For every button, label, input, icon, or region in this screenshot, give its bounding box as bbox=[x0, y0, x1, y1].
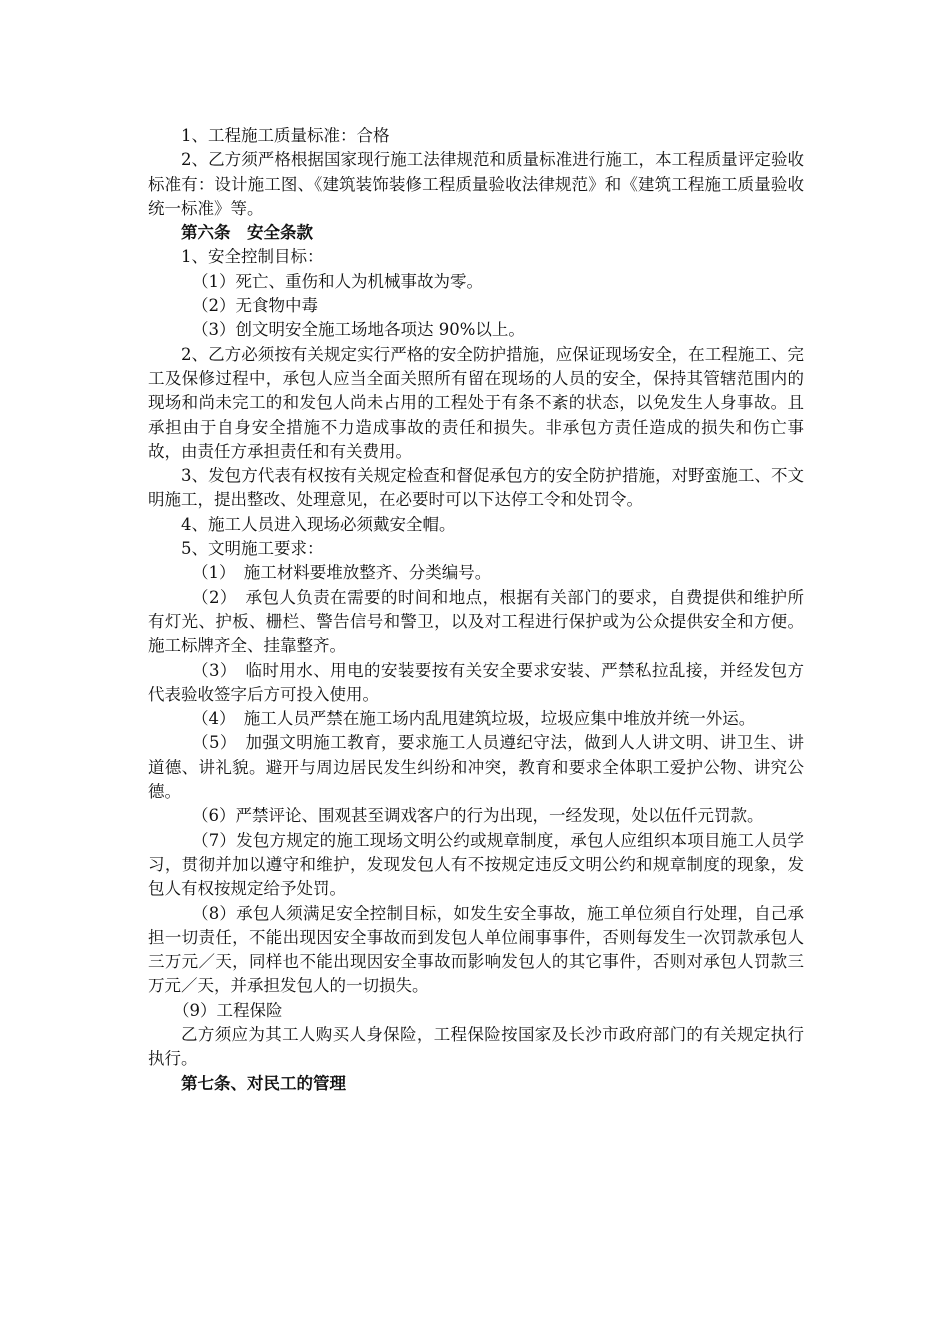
paragraph: （2） 承包人负责在需要的时间和地点，根据有关部门的要求，自费提供和维护所有灯光、护板、栅栏、警告信号和警卫，以及对工程进行保护或为公众提供安全和方便。施工标牌齐全、挂靠整齐。 bbox=[148, 587, 804, 656]
paragraph: （5） 加强文明施工教育，要求施工人员遵纪守法，做到人人讲文明、讲卫生、讲道德、讲礼貌。避开与周边居民发生纠纷和冲突，教育和要求全体职工爱护公物、讲究公德。 bbox=[148, 733, 804, 802]
paragraph: （4） 施工人员严禁在施工场内乱甩建筑垃圾，垃圾应集中堆放并统一外运。 bbox=[192, 709, 756, 729]
paragraph: （8）承包人须满足安全控制目标，如发生安全事故，施工单位须自行处理，自己承担一切责任，不能出现因安全事故而到发包人单位闹事事件，否则每发生一次罚款承包人三万元／天，同样也不能出现因安全事故而影响发包人的其它事件，否则对承包人罚款三万元／天，并承担发包人的一切损失。 bbox=[148, 903, 804, 996]
paragraph: 2、乙方必须按有关规定实行严格的安全防护措施，应保证现场安全，在工程施工、完工及保修过程中，承包人应当全面关照所有留在现场的人员的安全，保持其管辖范围内的现场和尚未完工的和发包人尚未占用的工程处于有条不紊的状态，以免发生人身事故。且承担由于自身安全措施不力造成事故的责任和损失。非承包方责任造成的损失和伤亡事故，由责任方承担责任和有关费用。 bbox=[148, 344, 804, 461]
paragraph: （1）死亡、重伤和人为机械事故为零。 bbox=[192, 271, 483, 291]
paragraph: 4、施工人员进入现场必须戴安全帽。 bbox=[181, 514, 456, 534]
paragraph: （7）发包方规定的施工现场文明公约或规章制度，承包人应组织本项目施工人员学习，贯彻并加以遵守和维护，发现发包人有不按规定违反文明公约和规章制度的现象，发包人有权按规定给予处罚。 bbox=[148, 830, 804, 899]
paragraph: 乙方须应为其工人购买人身保险，工程保险按国家及长沙市政府部门的有关规定执行执行。 bbox=[148, 1024, 804, 1069]
document-body bbox=[148, 124, 804, 1096]
paragraph: （2）无食物中毒 bbox=[192, 296, 318, 316]
section-heading: 第七条、对民工的管理 bbox=[181, 1073, 346, 1093]
paragraph: 3、发包方代表有权按有关规定检查和督促承包方的安全防护措施，对野蛮施工、不文明施工，提出整改、处理意见，在必要时可以下达停工令和处罚令。 bbox=[148, 466, 804, 510]
paragraph: 2、乙方须严格根据国家现行施工法律规范和质量标准进行施工，本工程质量评定验收标准有：设计施工图、《建筑装饰装修工程质量验收法律规范》和《建筑工程施工质量验收统一标准》等。 bbox=[148, 150, 804, 218]
paragraph: 1、安全控制目标： bbox=[181, 247, 324, 267]
paragraph: 5、文明施工要求： bbox=[181, 539, 324, 559]
paragraph: （6）严禁评论、围观甚至调戏客户的行为出现，一经发现，处以伍仟元罚款。 bbox=[192, 806, 764, 826]
section-heading: 第六条 安全条款 bbox=[181, 223, 313, 243]
paragraph: 1、工程施工质量标准：合格 bbox=[181, 126, 390, 145]
paragraph: （3）创文明安全施工场地各项达 90%以上。 bbox=[192, 320, 525, 340]
paragraph: （9）工程保险 bbox=[173, 1000, 283, 1020]
paragraph: （1） 施工材料要堆放整齐、分类编号。 bbox=[192, 563, 492, 583]
paragraph: （3） 临时用水、用电的安装要按有关安全要求安装、严禁私拉乱接，并经发包方代表验收签字后方可投入使用。 bbox=[148, 660, 804, 704]
